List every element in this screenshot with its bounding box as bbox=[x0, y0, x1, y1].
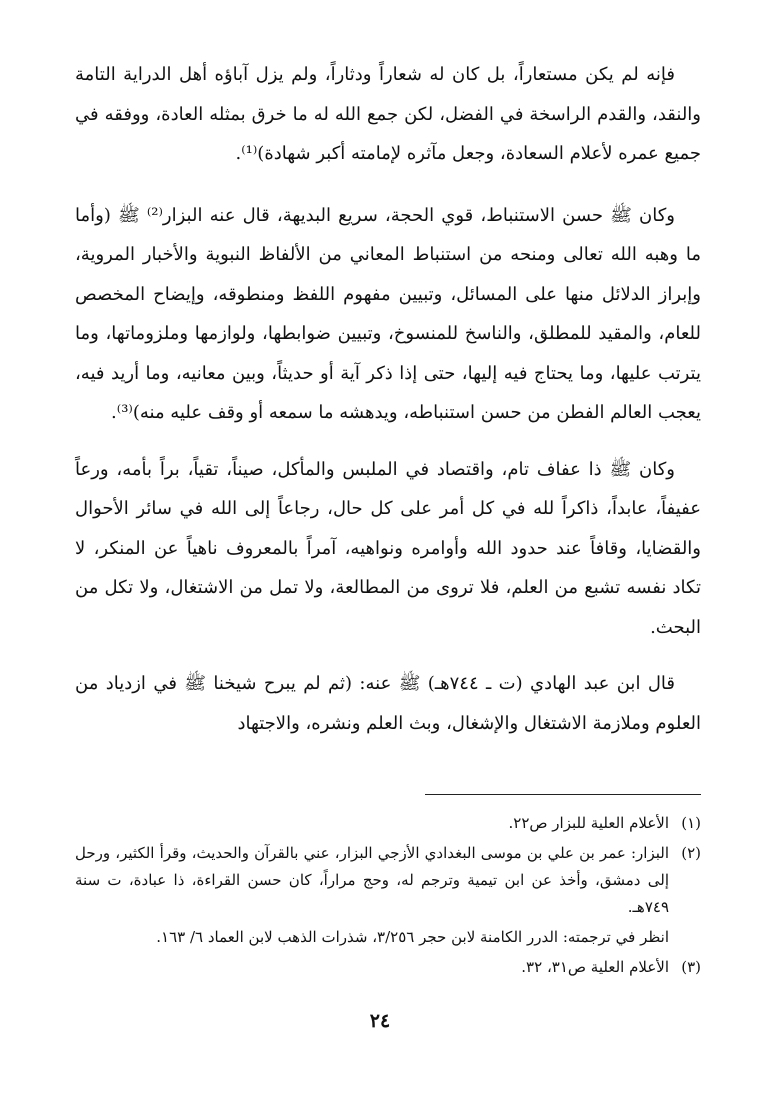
paragraph: وكان ﷺ ذا عفاف تام، واقتصاد في الملبس والمأكل، صيناً، تقياً، براً بأمه، ورعاً عفيفاً، عابداً، ذاكراً لله في كل أمر على كل حال، رجاعاً إلى الله في سائر الأحوال والقضايا، وقافاً عند حدود الله وأوامره ونواهيه، آمراً بالمعروف ناهياً عن المنكر، لا تكاد نفسه تشبع من العلم، فلا تروى من المطالعة، ولا تمل من الاشتغال، ولا تكل من البحث. bbox=[75, 458, 701, 638]
footnote-number: (١) bbox=[681, 814, 701, 832]
footnote bbox=[75, 840, 701, 921]
paragraph: وكان ﷺ حسن الاستنباط، قوي الحجة، سريع البديهة، قال عنه البزار⁽²⁾ ﷺ (وأما ما وهبه الله تعالى ومنحه من استنباط المعاني من الألفاظ النبوية والأخبار المروية، وإبراز الدلائل منها على المسائل، وتبيين مفهوم اللفظ ومنطوقه، وإيضاح المخصص للعام، والمقيد للمطلق، والناسخ للمنسوخ، وتبيين ضوابطها، ولوازمها وملزوماتها، وما يترتب عليها، وما يحتاج فيه إليها، حتى إذا ذكر آية أو حديثاً، وبين معانيه، وما أريد فيه، يعجب العالم الفطن من حسن استنباطه، ويدهشه ما سمعه أو وقف عليه منه)⁽³⁾. bbox=[75, 204, 701, 423]
footnote bbox=[75, 810, 701, 837]
footnote-number: (٣) bbox=[681, 958, 701, 976]
paragraph: فإنه لم يكن مستعاراً، بل كان له شعاراً ودثاراً، ولم يزل آباؤه أهل الدراية التامة والنقد، والقدم الراسخة في الفضل، لكن جمع الله له ما خرق بمثله العادة، ووفقه في جميع عمره لأعلام السعادة، وجعل مآثره لإمامته أكبر شهادة)⁽¹⁾. bbox=[75, 64, 701, 164]
footnote-number: (٢) bbox=[681, 844, 701, 862]
footnote-text: الأعلام العلية ص٣١، ٣٢. bbox=[521, 958, 669, 976]
footnote-text: البزار: عمر بن علي بن موسى البغدادي الأزجي البزار، عني بالقرآن والحديث، وقرأ الكثير، ورحل إلى دمشق، وأخذ عن ابن تيمية وترجم له، وحج مراراً، كان حسن القراءة، ذا عبادة، ت سنة ٧٤٩هـ. bbox=[75, 844, 669, 916]
footnote-continuation: انظر في ترجمته: الدرر الكامنة لابن حجر ٣/٢٥٦، شذرات الذهب لابن العماد ٦/ ١٦٣. bbox=[156, 928, 669, 946]
paragraph: قال ابن عبد الهادي (ت ـ ٧٤٤هـ) ﷺ عنه: (ثم لم يبرح شيخنا ﷺ في ازدياد من العلوم وملازمة الاشتغال والإشغال، وبث العلم ونشره، والاجتهاد bbox=[75, 673, 701, 734]
footnote bbox=[75, 954, 701, 981]
footnote-separator bbox=[425, 794, 701, 795]
main-text bbox=[75, 55, 701, 743]
page-number: ٢٤ bbox=[369, 1010, 391, 1032]
footnotes bbox=[75, 810, 701, 984]
footnote-text: الأعلام العلية للبزار ص٢٢. bbox=[508, 814, 669, 832]
